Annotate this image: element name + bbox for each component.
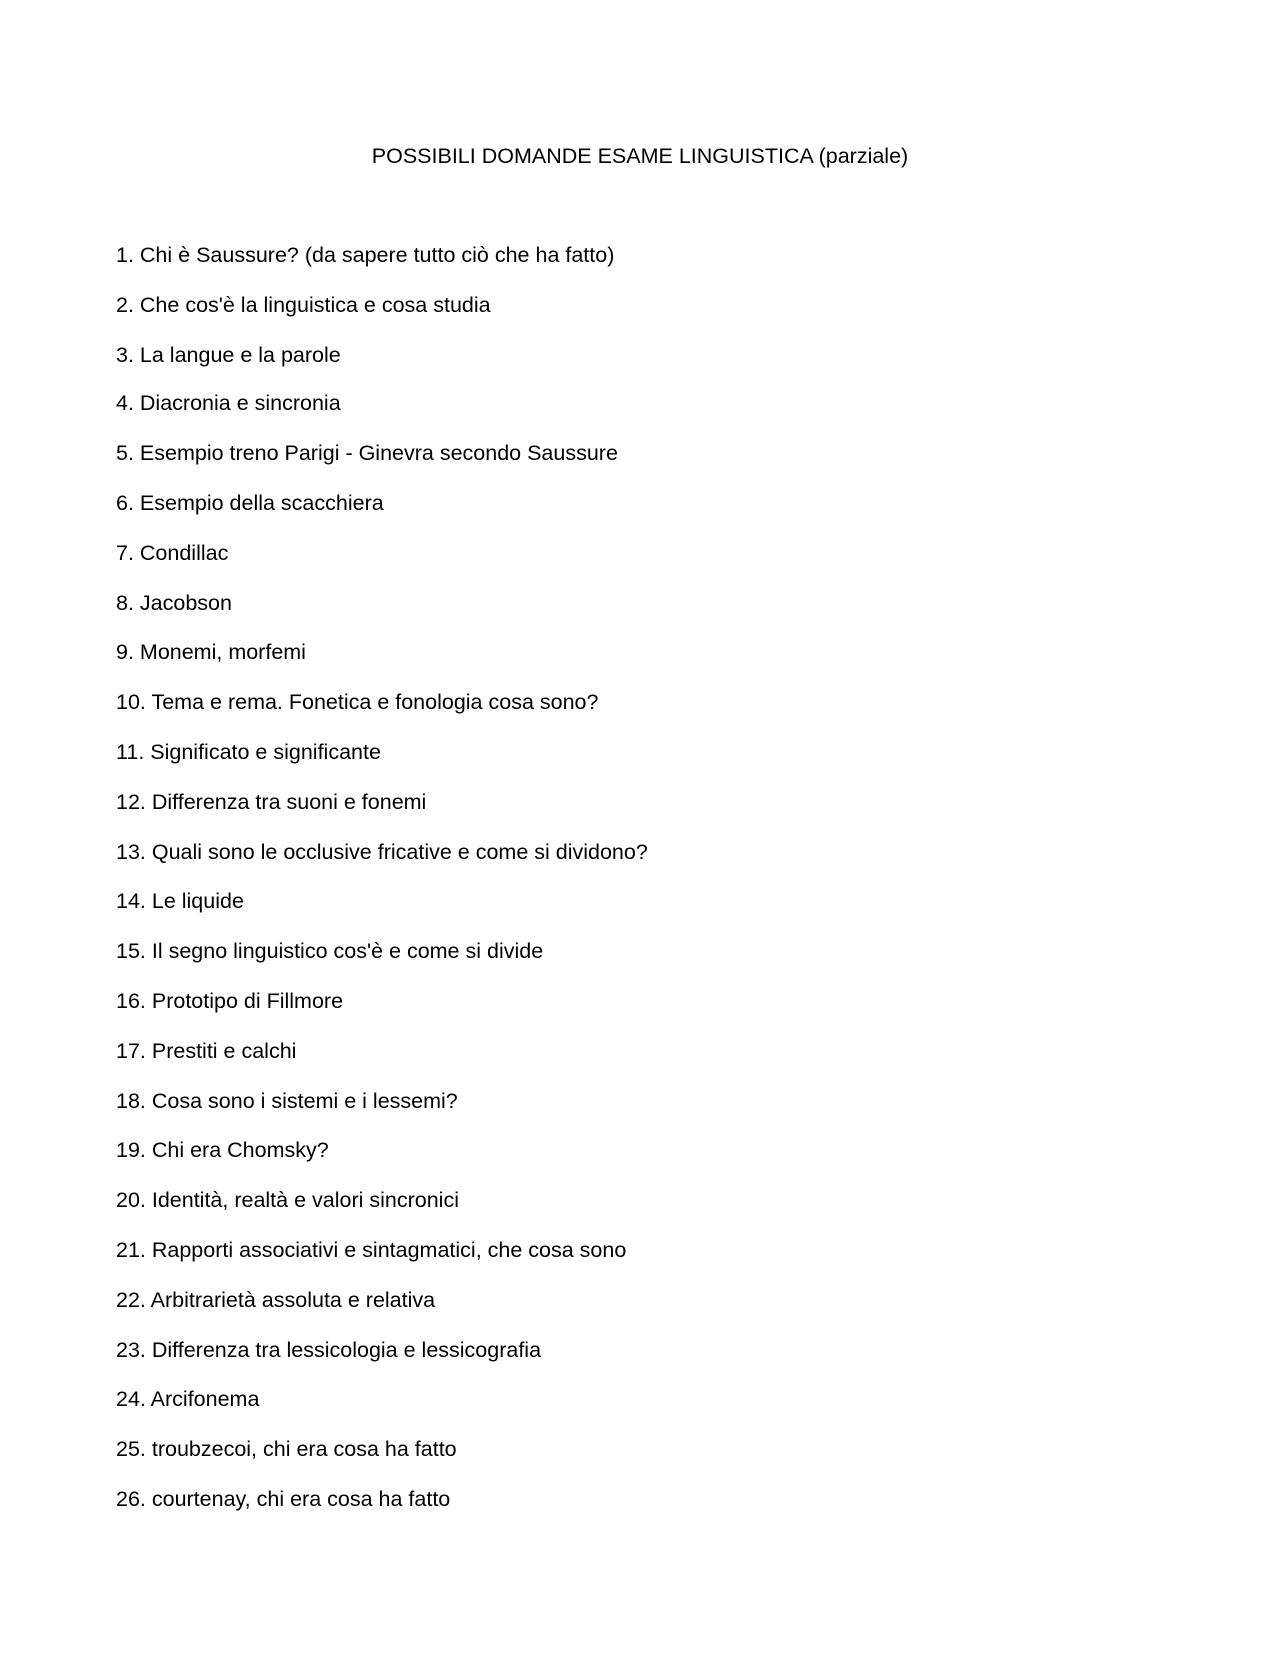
question-item: 12. Differenza tra suoni e fonemi <box>116 790 427 814</box>
question-item: 23. Differenza tra lessicologia e lessicografia <box>116 1338 542 1362</box>
question-item: 1. Chi è Saussure? (da sapere tutto ciò che ha fatto) <box>116 243 615 267</box>
question-item: 16. Prototipo di Fillmore <box>116 989 344 1013</box>
question-item: 24. Arcifonema <box>116 1387 260 1411</box>
question-item: 8. Jacobson <box>116 591 232 615</box>
question-item: 17. Prestiti e calchi <box>116 1039 297 1063</box>
question-item: 3. La langue e la parole <box>116 343 341 367</box>
question-item: 13. Quali sono le occlusive fricative e come si dividono? <box>116 840 648 864</box>
question-item: 25. troubzecoi, chi era cosa ha fatto <box>116 1437 457 1461</box>
question-item: 20. Identità, realtà e valori sincronici <box>116 1188 459 1212</box>
question-item: 10. Tema e rema. Fonetica e fonologia cosa sono? <box>116 690 599 714</box>
question-item: 2. Che cos'è la linguistica e cosa studia <box>116 293 491 317</box>
question-item: 18. Cosa sono i sistemi e i lessemi? <box>116 1089 458 1113</box>
question-item: 9. Monemi, morfemi <box>116 640 306 664</box>
question-item: 15. Il segno linguistico cos'è e come si divide <box>116 939 544 963</box>
question-item: 5. Esempio treno Parigi - Ginevra secondo Saussure <box>116 441 618 465</box>
question-item: 7. Condillac <box>116 541 229 565</box>
question-item: 14. Le liquide <box>116 889 244 913</box>
question-item: 19. Chi era Chomsky? <box>116 1138 329 1162</box>
question-item: 6. Esempio della scacchiera <box>116 491 384 515</box>
question-item: 22. Arbitrarietà assoluta e relativa <box>116 1288 436 1312</box>
question-item: 4. Diacronia e sincronia <box>116 391 341 415</box>
question-item: 21. Rapporti associativi e sintagmatici, che cosa sono <box>116 1238 627 1262</box>
question-item: 11. Significato e significante <box>116 740 381 764</box>
question-item: 26. courtenay, chi era cosa ha fatto <box>116 1487 451 1511</box>
document-title: POSSIBILI DOMANDE ESAME LINGUISTICA (parziale) <box>371 144 909 168</box>
